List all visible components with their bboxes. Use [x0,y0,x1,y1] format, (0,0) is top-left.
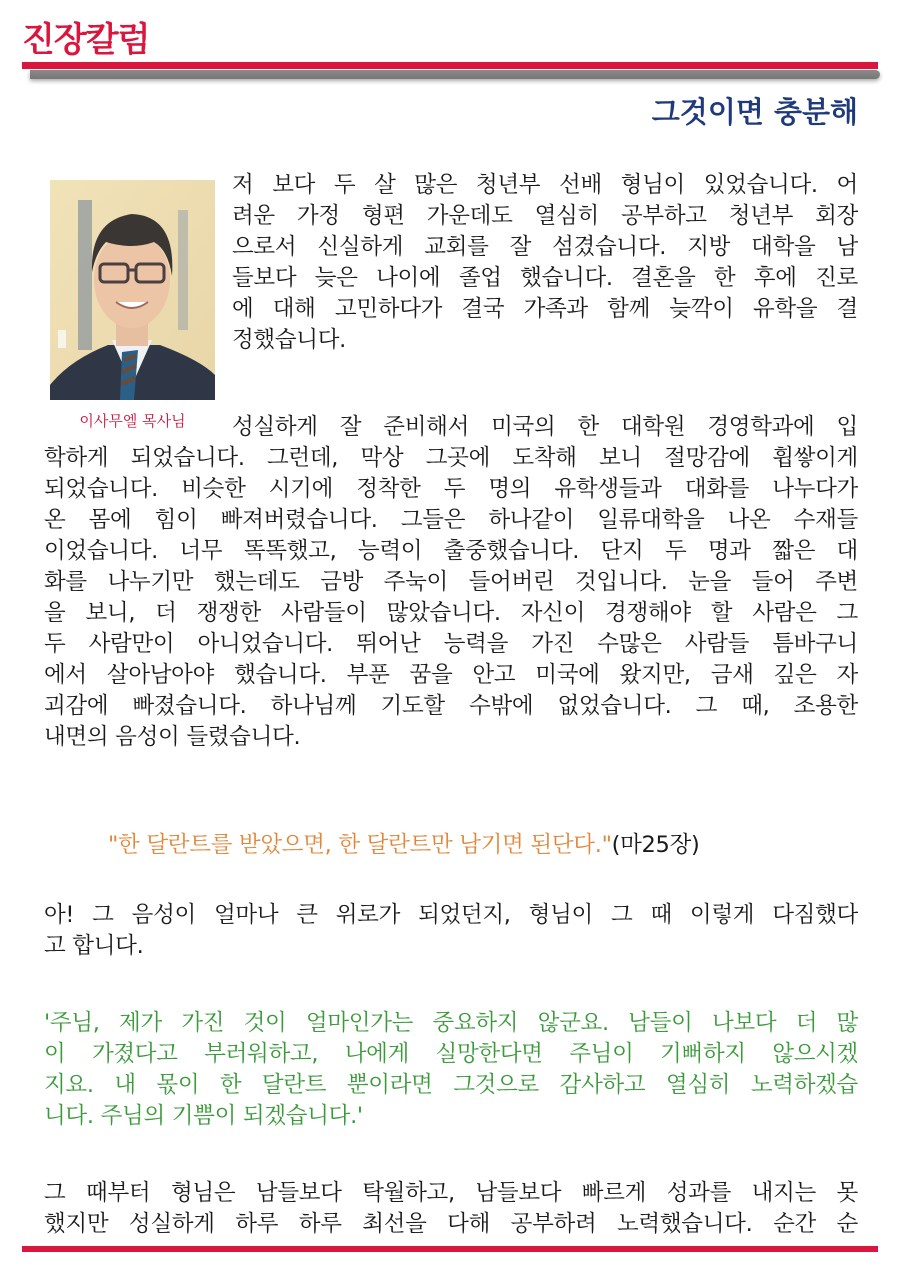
text-line: 두 사람만이 아니었습니다. 뛰어난 능력을 가진 수많은 사람들 틈바구니 [44,631,858,657]
author-photo [50,180,215,400]
text-line: 학하게 되었습니다. 그런데, 막상 그곳에 도착해 보니 절망감에 휩쌓이게 [44,445,858,471]
text-line: 이 가졌다고 부러워하고, 나에게 실망한다면 주님이 기뻐하지 않으시겠 [44,1041,858,1067]
text-line: 려운 가정 형편 가운데도 열심히 공부하고 청년부 회장 [232,203,858,229]
text-line: 괴감에 빠졌습니다. 하나님께 기도할 수밖에 없었습니다. 그 때, 조용한 [44,693,858,719]
text-line: 에서 살아남아야 했습니다. 부푼 꿈을 안고 미국에 왔지만, 금새 깊은 자 [44,662,858,688]
text-line: '주님, 제가 가진 것이 얼마인가는 중요하지 않군요. 남들이 나보다 더 많 [44,1010,858,1036]
text-line: 니다. 주님의 기쁨이 되겠습니다.' [44,1103,363,1129]
text-line: 저 보다 두 살 많은 청년부 선배 형님이 있었습니다. 어 [232,172,858,198]
paragraph-3 [44,900,858,962]
scripture-quote [108,830,699,861]
portrait-photo-icon [50,180,215,400]
text-line: 으로서 신실하게 교회를 잘 섬겼습니다. 지방 대학을 남 [232,234,858,260]
text-line: 했지만 성실하게 하루 하루 최선을 다해 공부하려 노력했습니다. 순간 순 [44,1211,858,1237]
paragraph-1 [232,170,858,356]
article-title: 그것이면 충분해 [651,95,858,129]
section-title: 진장칼럼 [22,20,150,60]
text-line: 그 때부터 형님은 남들보다 탁월하고, 남들보다 빠르게 성과를 내지는 못 [44,1180,858,1206]
quote-text: "한 달란트를 받았으면, 한 달란트만 남기면 된단다." [108,832,612,858]
text-line: 지요. 내 몫이 한 달란트 뿐이라면 그것으로 감사하고 열심히 노력하겠습 [44,1072,858,1098]
text-line: 온 몸에 힘이 빠져버렸습니다. 그들은 하나같이 일류대학을 나온 수재들 [44,507,858,533]
author-caption: 이사무엘 목사님 [79,412,186,430]
text-line: 에 대해 고민하다가 결국 가족과 함께 늦깍이 유학을 결 [232,296,858,322]
text-line: 을 보니, 더 쟁쟁한 사람들이 많았습니다. 자신이 경쟁해야 할 사람은 그 [44,600,858,626]
text-line: 내면의 음성이 들렸습니다. [44,724,301,750]
header-rule-shadow [30,70,880,79]
text-line: 정했습니다. [232,327,347,353]
text-line: 고 합니다. [44,933,144,959]
text-line: 들보다 늦은 나이에 졸업 했습니다. 결혼을 한 후에 진로 [232,265,858,291]
header-rule [22,62,878,69]
text-line: 되었습니다. 비슷한 시기에 정착한 두 명의 유학생들과 대화를 나누다가 [44,476,858,502]
paragraph-2 [44,412,858,753]
quote-reference: (마25장) [611,832,700,858]
text-line: 화를 나누기만 했는데도 금방 주눅이 들어버린 것입니다. 눈을 들어 주변 [44,569,858,595]
prayer-paragraph [44,1008,858,1132]
paragraph-5 [44,1178,858,1240]
text-line: 성실하게 잘 준비해서 미국의 한 대학원 경영학과에 입 [232,414,858,440]
text-line: 아! 그 음성이 얼마나 큰 위로가 되었던지, 형님이 그 때 이렇게 다짐했다 [44,902,858,928]
text-line: 이었습니다. 너무 똑똑했고, 능력이 출중했습니다. 단지 두 명과 짧은 대 [44,538,858,564]
footer-rule [22,1246,878,1252]
